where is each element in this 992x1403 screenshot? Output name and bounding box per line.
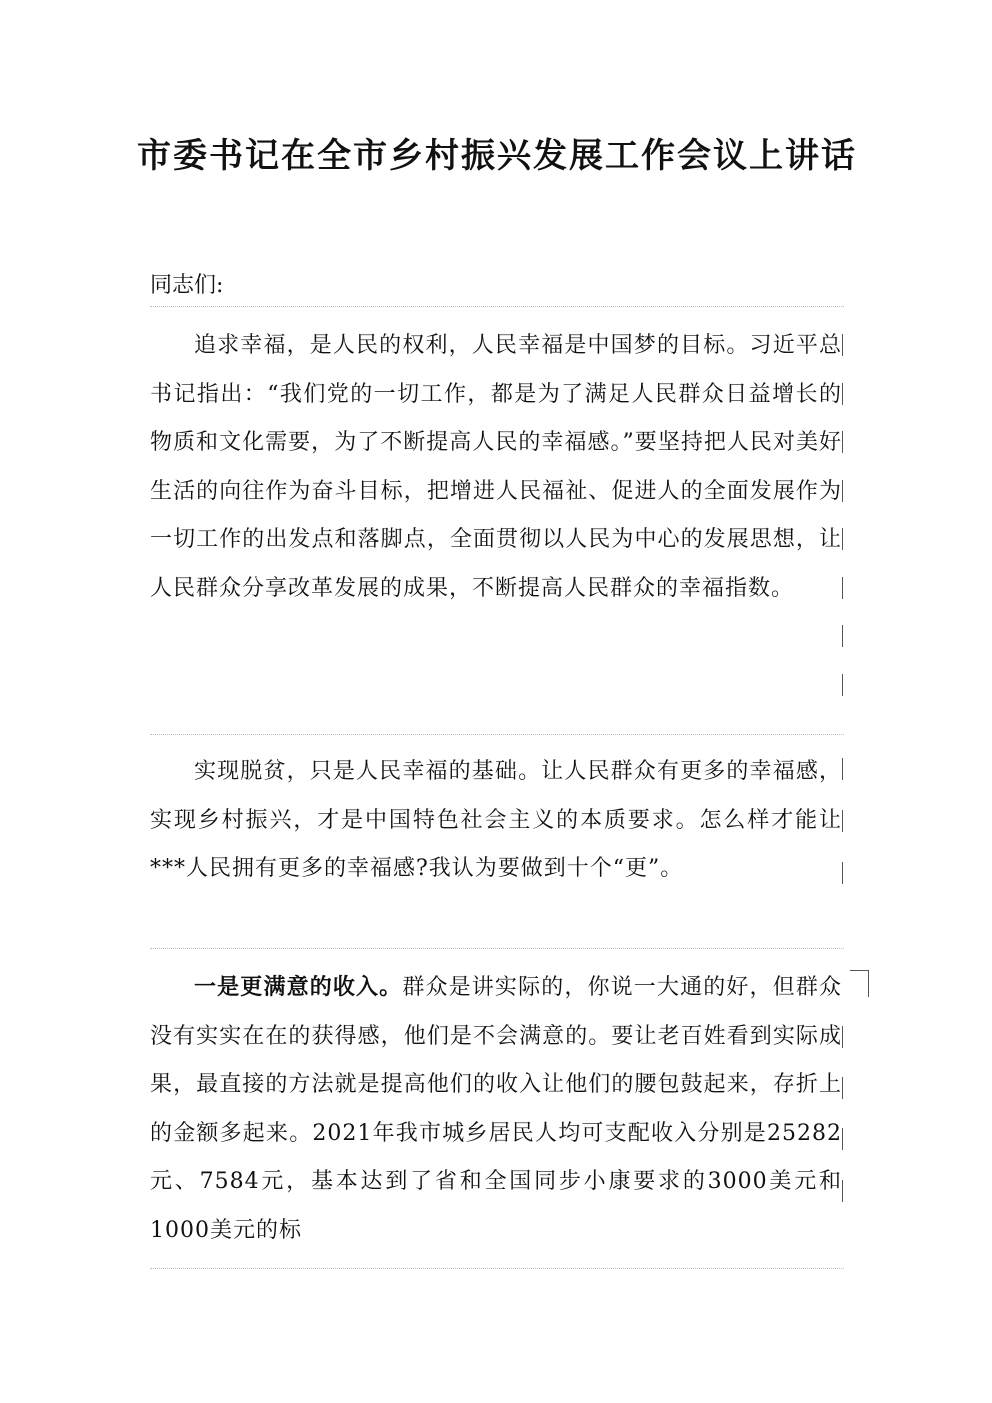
line-end-mark: [842, 431, 843, 453]
line-end-mark: [842, 528, 843, 550]
line-end-mark: [842, 674, 843, 696]
line-end-mark: [842, 625, 843, 647]
line-end-mark: [842, 383, 843, 405]
line-end-mark: [842, 1026, 843, 1048]
document-title: 市委书记在全市乡村振兴发展工作会议上讲话: [137, 136, 857, 176]
paragraph-3: [150, 964, 842, 1255]
document-page: [137, 0, 857, 1403]
paragraph-divider: [150, 306, 844, 307]
paragraph-1-text: 追求幸福，是人民的权利，人民幸福是中国梦的目标。习近平总书记指出：“我们党的一切工作，都是为了满足人民群众日益增长的物质和文化需要，为了不断提高人民的幸福感。”要坚持把人民对美好生活的向往作为奋斗目标，把增进人民福祉、促进人的全面发展作为一切工作的出发点和落脚点，全面贯彻以人民为中心的发展思想，让人民群众分享改革发展的成果，不断提高人民群众的幸福指数。: [150, 333, 842, 601]
line-end-mark: [842, 1128, 843, 1150]
line-end-mark: [842, 810, 843, 832]
paragraph-divider: [150, 734, 844, 735]
paragraph-2-text: 实现脱贫，只是人民幸福的基础。让人民群众有更多的幸福感，实现乡村振兴，才是中国特色社会主义的本质要求。怎么样才能让***人民拥有更多的幸福感?我认为要做到十个“更”。: [150, 759, 842, 881]
line-end-mark: [842, 1077, 843, 1099]
line-end-mark: [842, 758, 843, 780]
line-end-mark: [842, 862, 843, 884]
line-end-mark: [842, 334, 843, 356]
greeting: 同志们:: [150, 273, 224, 298]
paragraph-divider: [150, 948, 844, 949]
paragraph-divider: [150, 1268, 844, 1269]
paragraph-3-lead: 一是更满意的收入。: [194, 975, 403, 1000]
line-end-mark: [842, 1180, 843, 1202]
line-end-corner-mark: [850, 970, 869, 997]
paragraph-3-text: 群众是讲实际的，你说一大通的好，但群众没有实实在在的获得感，他们是不会满意的。要让老百姓看到实际成果，最直接的方法就是提高他们的收入让他们的腰包鼓起来，存折上的金额多起来。2021年我市城乡居民人均可支配收入分别是25282元、7584元，基本达到了省和全国同步小康要求的3000美元和1000美元的标: [150, 975, 842, 1243]
line-end-mark: [842, 577, 843, 599]
line-end-mark: [842, 480, 843, 502]
paragraph-1: [150, 322, 842, 613]
paragraph-2: [150, 748, 842, 894]
